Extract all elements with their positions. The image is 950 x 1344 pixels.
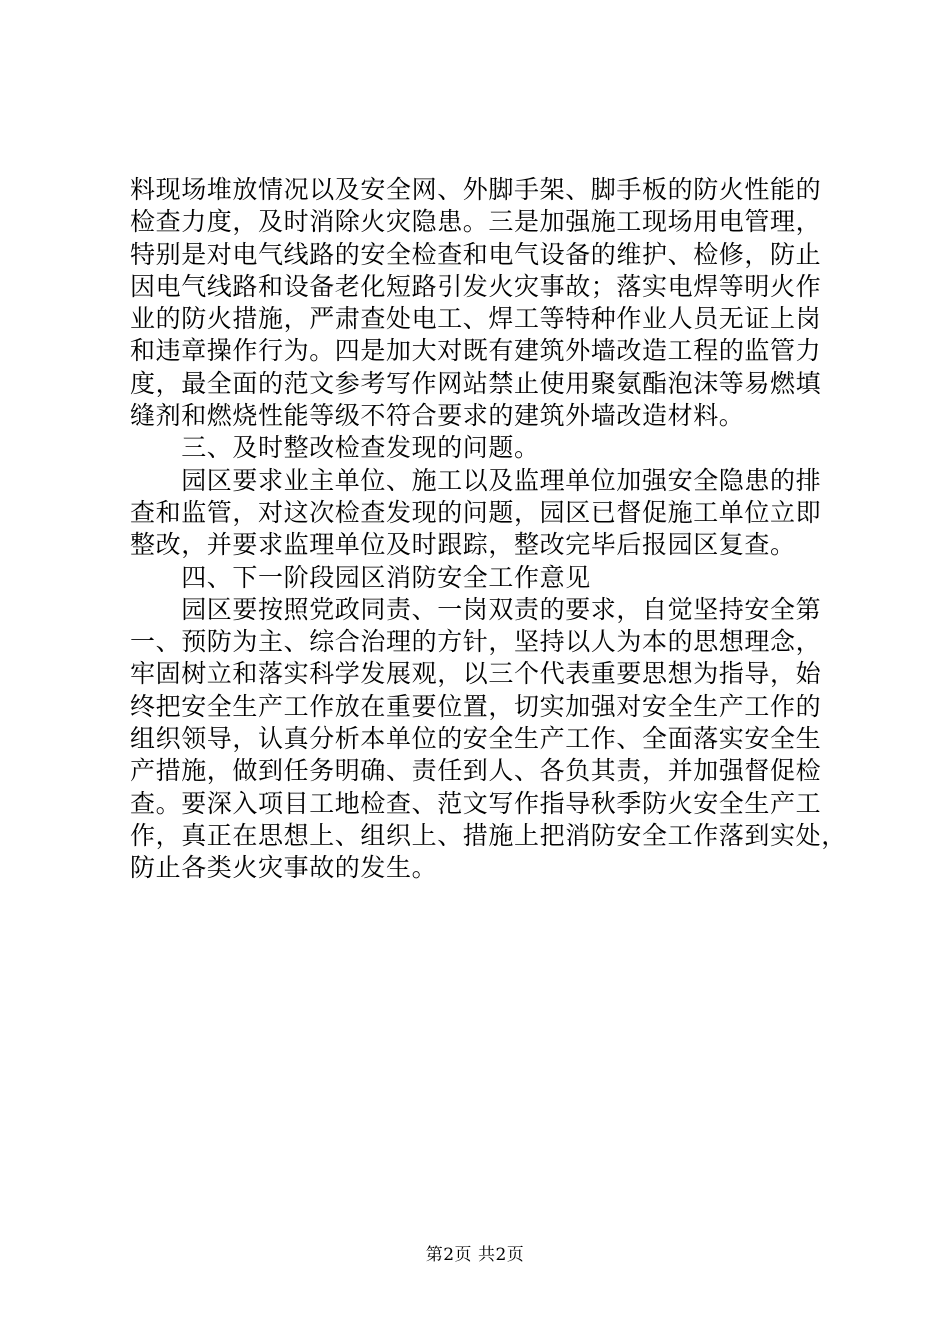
text-line: 检查力度，及时消除火灾隐患。三是加强施工现场用电管理，: [130, 207, 822, 237]
text-line: 度，最全面的范文参考写作网站禁止使用聚氨酯泡沫等易燃填: [130, 368, 822, 398]
section-heading-3: 三、及时整改检查发现的问题。: [130, 433, 540, 463]
text-line: 组织领导，认真分析本单位的安全生产工作、全面落实安全生: [130, 724, 822, 754]
text-line: 牢固树立和落实科学发展观，以三个代表重要思想为指导，始: [130, 659, 822, 689]
text-line: 查。要深入项目工地检查、范文写作指导秋季防火安全生产工: [130, 788, 822, 818]
text-line: 园区要按照党政同责、一岗双责的要求，自觉坚持安全第: [130, 594, 822, 624]
text-line: 特别是对电气线路的安全检查和电气设备的维护、检修，防止: [130, 239, 822, 269]
text-line: 和违章操作行为。四是加大对既有建筑外墙改造工程的监管力: [130, 336, 822, 366]
text-line: 产措施，做到任务明确、责任到人、各负其责，并加强督促检: [130, 756, 822, 786]
text-line: 作，真正在思想上、组织上、措施上把消防安全工作落到实处，: [130, 820, 847, 850]
text-line: 防止各类火灾事故的发生。: [130, 853, 438, 883]
text-line: 园区要求业主单位、施工以及监理单位加强安全隐患的排: [130, 465, 822, 495]
text-line: 缝剂和燃烧性能等级不符合要求的建筑外墙改造材料。: [130, 401, 745, 431]
section-heading-4: 四、下一阶段园区消防安全工作意见: [130, 562, 591, 592]
document-body: [130, 174, 847, 885]
page-number-footer: 第2页 共2页: [425, 1245, 525, 1265]
text-line: 一、预防为主、综合治理的方针，坚持以人为本的思想理念，: [130, 627, 822, 657]
text-line: 终把安全生产工作放在重要位置，切实加强对安全生产工作的: [130, 691, 822, 721]
text-line: 料现场堆放情况以及安全网、外脚手架、脚手板的防火性能的: [130, 175, 822, 204]
text-line: 查和监管，对这次检查发现的问题，园区已督促施工单位立即: [130, 497, 822, 527]
text-line: 整改，并要求监理单位及时跟踪，整改完毕后报园区复查。: [130, 530, 796, 560]
text-line: 业的防火措施，严肃查处电工、焊工等特种作业人员无证上岗: [130, 304, 822, 334]
text-line: 因电气线路和设备老化短路引发火灾事故；落实电焊等明火作: [130, 271, 822, 301]
